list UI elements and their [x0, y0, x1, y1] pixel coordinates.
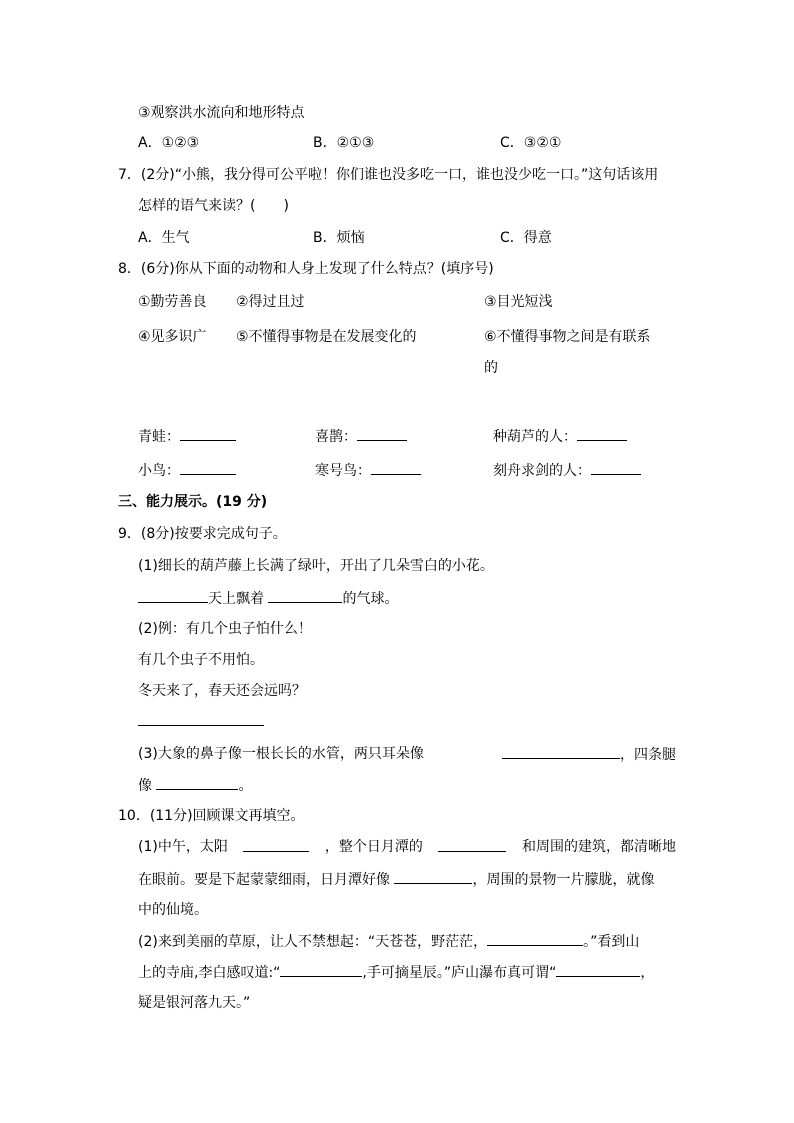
q7-choice-c: C．得意 [500, 230, 552, 246]
q9-sub-3-line-2-text: 像 [138, 778, 152, 794]
q10-sub-2-line-1 [138, 931, 639, 952]
q8-fill-gourd-man [493, 426, 627, 447]
q9-sub-2-question: 冬天来了，春天还会远吗？ [138, 683, 306, 699]
q7-stem-line-2: 怎样的语气来读？( ) [138, 198, 289, 214]
q8-fill-frog-blank[interactable] [180, 426, 236, 441]
q10-sub-2-text-b: 。”看到山 [583, 934, 640, 950]
q9-sub-3-text-end: ，四条腿 [620, 747, 676, 763]
q8-fill-magpie-blank[interactable] [357, 426, 407, 441]
q9-sub-1-answer [138, 588, 398, 609]
q10-sub-2-blank-2[interactable] [280, 962, 362, 977]
q6-choice-b: B．②①③ [313, 135, 375, 151]
q9-sub-3-line-2-end: 。 [238, 778, 253, 794]
q10-stem: 10．(11分)回顾课文再填空。 [118, 808, 305, 824]
q7-choice-a: A．生气 [138, 230, 190, 246]
q10-sub-1-text-c: 和周围的建筑，都清晰地 [521, 839, 676, 855]
q8-fill-hanhao-bird [315, 460, 421, 481]
q10-sub-2-line-2-text-b: ,手可摘星辰。”庐山瀑布真可谓“ [362, 965, 557, 981]
q10-sub-2-line-3: 疑是银河落九天。” [138, 995, 251, 1011]
q10-sub-1-line-2 [138, 869, 654, 890]
q8-fill-bird-label: 小鸟： [138, 463, 180, 479]
q10-sub-1-text-b: ，整个日月潭的 [324, 839, 423, 855]
q9-sub-2-example: 有几个虫子不用怕。 [138, 652, 264, 668]
q10-sub-2-blank-3[interactable] [556, 962, 640, 977]
q9-sub-2-blank[interactable] [138, 711, 264, 726]
q8-trait-6-line-1: ⑥不懂得事物之间是有联系 [484, 329, 651, 345]
q9-sub-3-blank-1[interactable] [502, 744, 620, 759]
q9-sub-3-line-1 [138, 744, 676, 765]
q8-stem: 8．(6分)你从下面的动物和人身上发现了什么特点？(填序号) [118, 261, 494, 277]
q7-stem-line-1: 7．(2分)“小熊，我分得可公平啦！你们谁也没多吃一口，谁也没少吃一口。”这句话该用 [118, 167, 659, 183]
q8-fill-gourd-man-label: 种葫芦的人： [493, 429, 577, 445]
q10-sub-2-line-2-text-c: ， [640, 965, 655, 981]
q10-sub-1-line-2-text-b: ，周围的景物一片朦胧，就像 [472, 872, 655, 888]
q10-sub-1-line-2-text-a: 在眼前。要是下起蒙蒙细雨，日月潭好像 [138, 872, 390, 888]
q6-choice-c: C．③②① [500, 135, 562, 151]
q8-fill-hanhao-bird-label: 寒号鸟： [315, 463, 371, 479]
q9-sub-3-line-2 [138, 775, 252, 796]
q7-choice-b: B．烦恼 [313, 230, 365, 246]
q8-fill-bird [138, 460, 236, 481]
q9-sub-3-blank-2[interactable] [156, 775, 238, 790]
q8-trait-4: ④见多识广 [138, 329, 207, 345]
q9-sub-2-answer [138, 711, 264, 732]
q8-fill-magpie [315, 426, 407, 447]
q8-fill-boat-man-blank[interactable] [591, 460, 641, 475]
q8-fill-gourd-man-blank[interactable] [577, 426, 627, 441]
q10-sub-2-blank-1[interactable] [487, 931, 583, 946]
q9-sub-1-end-text: 的气球。 [342, 591, 399, 607]
q8-trait-6-line-2: 的 [484, 360, 498, 376]
q9-sub-3-answer-group [502, 744, 676, 765]
q9-sub-1-blank-2[interactable] [268, 588, 342, 603]
q9-sub-2: (2)例：有几个虫子怕什么！ [138, 621, 312, 637]
q9-stem: 9．(8分)按要求完成句子。 [118, 526, 287, 542]
q10-sub-1-blank-2[interactable] [438, 837, 506, 852]
q10-sub-1-blank-3[interactable] [394, 869, 472, 884]
q9-sub-1-mid-text: 天上飘着 [208, 591, 264, 607]
section-3-title: 三、能力展示。(19 分) [118, 494, 268, 510]
q6-option-item-3: ③观察洪水流向和地形特点 [138, 105, 305, 121]
q8-trait-5: ⑤不懂得事物是在发展变化的 [236, 329, 417, 345]
q9-sub-3-text: (3)大象的鼻子像一根长长的水管，两只耳朵像 [138, 746, 424, 762]
q10-sub-1-text-a: (1)中午，太阳 [138, 839, 228, 855]
q8-trait-2: ②得过且过 [236, 294, 305, 310]
q8-trait-3: ③目光短浅 [484, 294, 553, 310]
q6-choice-a: A．①②③ [138, 135, 200, 151]
q8-fill-bird-blank[interactable] [180, 460, 236, 475]
q10-sub-1-line-1 [138, 837, 676, 857]
q8-fill-boat-man-label: 刻舟求剑的人： [493, 463, 591, 479]
q10-sub-1-line-3: 中的仙境。 [138, 902, 208, 918]
q10-sub-2-line-2-text-a: 上的寺庙,李白感叹道:“ [138, 965, 281, 981]
q8-fill-boat-man [493, 460, 641, 481]
q8-fill-magpie-label: 喜鹊： [315, 429, 357, 445]
q9-sub-1: (1)细长的葫芦藤上长满了绿叶，开出了几朵雪白的小花。 [138, 558, 494, 574]
q10-sub-1-blank-1[interactable] [243, 837, 309, 852]
q8-fill-frog [138, 426, 236, 447]
q8-fill-hanhao-bird-blank[interactable] [371, 460, 421, 475]
q8-trait-1: ①勤劳善良 [138, 294, 207, 310]
q10-sub-2-text-a: (2)来到美丽的草原，让人不禁想起：“天苍苍，野茫茫， [138, 934, 488, 950]
q8-fill-frog-label: 青蛙： [138, 429, 180, 445]
q10-sub-2-line-2 [138, 962, 654, 983]
q9-sub-1-blank-1[interactable] [138, 588, 208, 603]
